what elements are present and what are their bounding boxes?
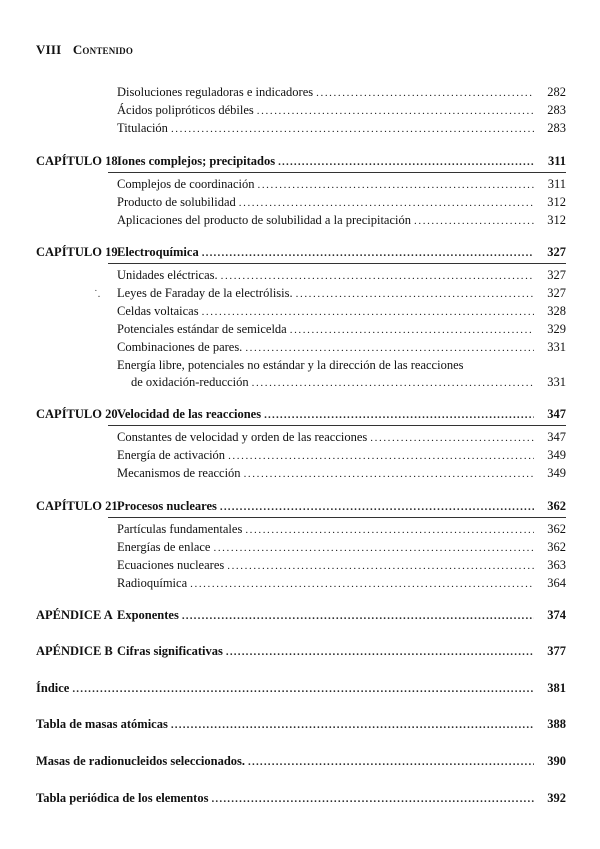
toc-section[interactable] — [117, 285, 566, 302]
chapter-title: Velocidad de las reacciones — [117, 407, 262, 421]
page-number: 327 — [547, 286, 566, 300]
page-number: 283 — [547, 121, 566, 135]
chapter-title: Electroquímica — [117, 245, 199, 259]
leader-dots — [171, 121, 534, 137]
toc-section[interactable] — [117, 194, 566, 211]
toc-chapter-20[interactable] — [36, 406, 566, 423]
page-number: 347 — [547, 407, 566, 421]
page-number: 362 — [547, 540, 566, 554]
leader-dots — [252, 375, 534, 391]
leader-dots — [245, 340, 534, 356]
entry-title: de oxidación-reducción — [131, 375, 249, 389]
toc-index[interactable] — [36, 680, 566, 697]
leader-dots — [290, 322, 534, 338]
toc-chapter-18[interactable] — [36, 153, 566, 170]
page-number: 331 — [547, 375, 566, 389]
entry-title: Producto de solubilidad — [117, 195, 236, 209]
leader-dots — [278, 154, 534, 170]
page-number: 347 — [547, 430, 566, 444]
leader-dots — [202, 304, 534, 320]
toc-appendix-b[interactable] — [36, 643, 566, 660]
toc-section-first-line[interactable]: Energía libre, potenciales no estándar y la dirección de las reacciones — [117, 358, 464, 372]
toc-section[interactable] — [117, 267, 566, 284]
toc-atomic-masses[interactable] — [36, 716, 566, 733]
toc-section[interactable] — [117, 176, 566, 193]
leader-dots — [245, 522, 534, 538]
entry-title: Energías de enlace — [117, 540, 211, 554]
entry-title: Titulación — [117, 121, 168, 135]
page-header — [36, 42, 133, 58]
toc-section[interactable] — [117, 575, 566, 592]
appendix-title: Exponentes — [117, 608, 179, 622]
page-number: 364 — [547, 576, 566, 590]
leader-dots — [171, 717, 534, 733]
entry-title: Disoluciones reguladoras e indicadores — [117, 85, 314, 99]
toc-chapter-21[interactable] — [36, 498, 566, 515]
page-number: 362 — [547, 522, 566, 536]
scan-speck: ˙. — [94, 288, 101, 300]
toc-section[interactable] — [131, 374, 566, 391]
entry-title — [36, 498, 217, 514]
page-number: 363 — [547, 558, 566, 572]
chapter-divider — [108, 263, 566, 264]
page-number: 327 — [547, 245, 566, 259]
page-number: 390 — [547, 754, 566, 768]
chapter-title: Iones complejos; precipitados — [117, 154, 276, 168]
leader-dots — [296, 286, 534, 302]
chapter-label: CAPÍTULO 18 — [36, 154, 118, 168]
appendix-label: APÉNDICE B — [36, 644, 113, 658]
appendix-label: APÉNDICE A — [36, 608, 113, 622]
leader-dots — [226, 644, 534, 660]
toc-section[interactable] — [117, 465, 566, 482]
leader-dots — [414, 213, 534, 229]
toc-section[interactable] — [117, 120, 566, 137]
toc-section[interactable] — [117, 557, 566, 574]
page-number: 312 — [547, 195, 566, 209]
chapter-label: CAPÍTULO 19 — [36, 245, 118, 259]
page-number: 311 — [547, 154, 566, 168]
page-number: 331 — [547, 340, 566, 354]
entry-title: Celdas voltaicas — [117, 304, 199, 318]
leader-dots — [72, 681, 534, 697]
leader-dots — [264, 407, 534, 423]
toc-section[interactable] — [117, 539, 566, 556]
page-number: 377 — [547, 644, 566, 658]
page-number: 362 — [547, 499, 566, 513]
page-number: 392 — [547, 791, 566, 805]
entry-title: Combinaciones de pares. — [117, 340, 243, 354]
entry-title: Ecuaciones nucleares — [117, 558, 225, 572]
page-number: 329 — [547, 322, 566, 336]
toc-section[interactable] — [117, 521, 566, 538]
toc-chapter-19[interactable] — [36, 244, 566, 261]
entry-title — [36, 643, 223, 659]
entry-title: Tabla de masas atómicas — [36, 717, 168, 731]
toc-section[interactable] — [117, 339, 566, 356]
leader-dots — [316, 85, 534, 101]
leader-dots — [221, 268, 534, 284]
entry-title: Tabla periódica de los elementos — [36, 791, 209, 805]
entry-title: Masas de radionucleidos seleccionados. — [36, 754, 246, 768]
toc-section[interactable] — [117, 321, 566, 338]
leader-dots — [257, 103, 534, 119]
entry-title: Índice — [36, 681, 70, 695]
entry-title — [36, 607, 179, 623]
header-title: Contenido — [72, 42, 134, 57]
toc-section[interactable] — [117, 447, 566, 464]
entry-title: Ácidos polipróticos débiles — [117, 103, 254, 117]
leader-dots — [213, 540, 534, 556]
chapter-divider — [108, 172, 566, 173]
page-number: 311 — [547, 177, 566, 191]
toc-radionuclides[interactable] — [36, 753, 566, 770]
chapter-label: CAPÍTULO 20 — [36, 407, 118, 421]
entry-title: Complejos de coordinación — [117, 177, 255, 191]
page-number: 312 — [547, 213, 566, 227]
leader-dots — [239, 195, 534, 211]
leader-dots — [182, 608, 534, 624]
toc-section[interactable] — [117, 303, 566, 320]
header-page-number: VIII — [36, 42, 62, 57]
leader-dots — [257, 177, 534, 193]
page-number: 388 — [547, 717, 566, 731]
toc-section[interactable] — [117, 429, 566, 446]
chapter-title: Procesos nucleares — [117, 499, 217, 513]
leader-dots — [190, 576, 534, 592]
leader-dots — [220, 499, 534, 515]
toc-periodic-table[interactable] — [36, 790, 566, 807]
entry-title — [36, 406, 261, 422]
entry-title — [36, 153, 275, 169]
entry-title: Energía de activación — [117, 448, 226, 462]
leader-dots — [370, 430, 534, 446]
entry-title: Potenciales estándar de semicelda — [117, 322, 287, 336]
page-number: 381 — [547, 681, 566, 695]
leader-dots — [211, 791, 534, 807]
entry-title: Mecanismos de reacción — [117, 466, 241, 480]
chapter-divider — [108, 517, 566, 518]
leader-dots — [244, 466, 534, 482]
page-number: 283 — [547, 103, 566, 117]
leader-dots — [227, 558, 534, 574]
entry-title: Radioquímica — [117, 576, 188, 590]
toc-section[interactable] — [117, 102, 566, 119]
page-number: 374 — [547, 608, 566, 622]
appendix-title: Cifras significativas — [117, 644, 223, 658]
page-number: 349 — [547, 466, 566, 480]
leader-dots — [202, 245, 534, 261]
toc-section[interactable] — [117, 84, 566, 101]
page-number: 327 — [547, 268, 566, 282]
leader-dots — [228, 448, 534, 464]
entry-title: Aplicaciones del producto de solubilidad a la precipitación — [117, 213, 412, 227]
entry-title: Leyes de Faraday de la electrólisis. — [117, 286, 293, 300]
chapter-label: CAPÍTULO 21 — [36, 499, 118, 513]
leader-dots — [248, 754, 534, 770]
page-number: 282 — [547, 85, 566, 99]
entry-title — [36, 244, 199, 260]
page-number: 349 — [547, 448, 566, 462]
entry-title: Partículas fundamentales — [117, 522, 243, 536]
toc-section[interactable] — [117, 212, 566, 229]
entry-title: Constantes de velocidad y orden de las reacciones — [117, 430, 368, 444]
entry-title: Unidades eléctricas. — [117, 268, 218, 282]
chapter-divider — [108, 425, 566, 426]
toc-appendix-a[interactable] — [36, 607, 566, 624]
page-number: 328 — [547, 304, 566, 318]
